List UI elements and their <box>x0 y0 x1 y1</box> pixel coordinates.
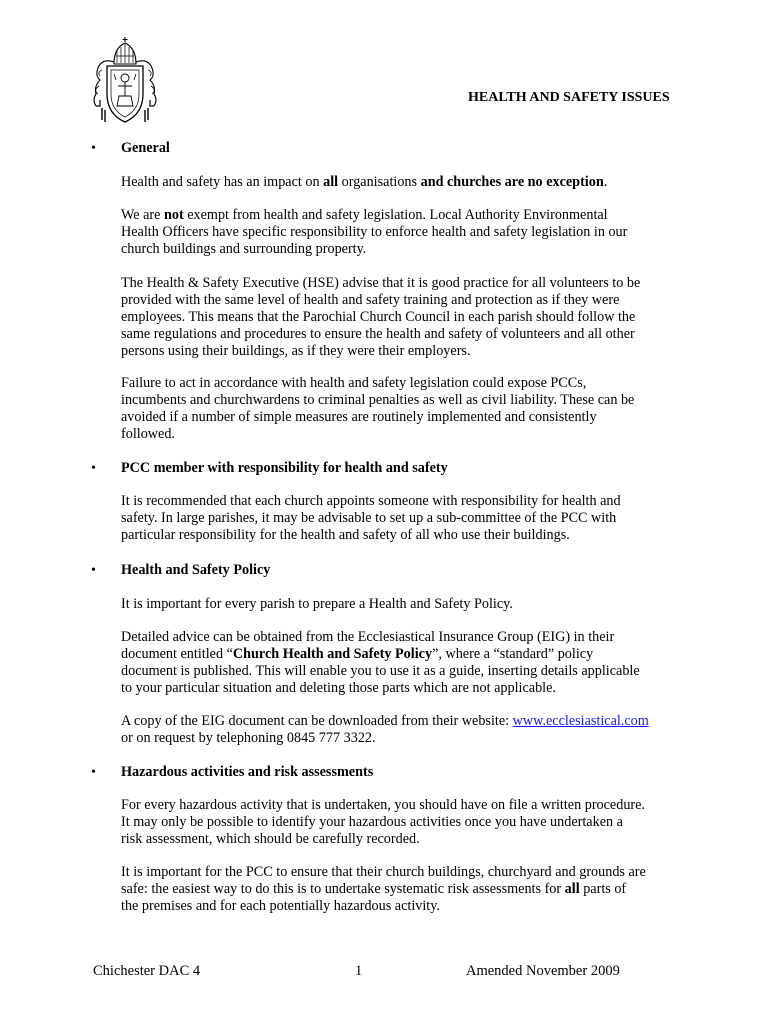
bullet-icon: • <box>91 765 96 780</box>
paragraph: A copy of the EIG document can be downloaded from their website: www.ecclesiastical.com or on request by telephoning 0845 777 3322. <box>121 713 649 746</box>
paragraph: The Health & Safety Executive (HSE) advise that it is good practice for all volunteers to be provided with the same level of health and safety training and protection as if they were employees. This means that the Parochial Church Council in each parish should follow the same regulations and procedures to ensure the health and safety of volunteers and all other persons using their buildings, as if they were their employers. <box>121 275 641 359</box>
document-title: HEALTH AND SAFETY ISSUES <box>468 90 670 105</box>
paragraph: Health and safety has an impact on all organisations and churches are no exception. <box>121 174 608 190</box>
bullet-icon: • <box>91 141 96 156</box>
footer-right: Amended November 2009 <box>466 963 620 979</box>
section-heading-pcc-member: PCC member with responsibility for health and safety <box>121 460 448 476</box>
footer-left: Chichester DAC 4 <box>93 963 201 979</box>
paragraph: It is important for the PCC to ensure that their church buildings, churchyard and grounds are safe: the easiest way to do this is to undertake systematic risk assessments for all parts of the premises and for each potentially hazardous activity. <box>121 864 646 914</box>
section-heading-hazardous: Hazardous activities and risk assessments <box>121 764 374 780</box>
paragraph: It is recommended that each church appoints someone with responsibility for health and safety. In large parishes, it may be advisable to set up a sub-committee of the PCC with particular responsibility for the health and safety of all who use their buildings. <box>121 493 621 543</box>
paragraph: Detailed advice can be obtained from the Ecclesiastical Insurance Group (EIG) in their document entitled “Church Health and Safety Policy”, where a “standard” policy document is published. This will enable you to use it as a guide, inserting details applicable to your particular situation and deleting those parts which are not applicable. <box>121 629 640 696</box>
bullet-icon: • <box>91 563 96 578</box>
diocese-crest-icon <box>88 34 162 128</box>
paragraph: It is important for every parish to prepare a Health and Safety Policy. <box>121 596 513 612</box>
page-number: 1 <box>355 963 363 979</box>
section-heading-policy: Health and Safety Policy <box>121 562 271 578</box>
paragraph: We are not exempt from health and safety legislation. Local Authority Environmental Health Officers have specific responsibility to enforce health and safety legislation in our church buildings and surrounding property. <box>121 207 628 257</box>
paragraph: For every hazardous activity that is undertaken, you should have on file a written procedure. It may only be possible to identify your hazardous activities once you have undertaken a risk assessment, which should be carefully recorded. <box>121 797 645 847</box>
paragraph: Failure to act in accordance with health and safety legislation could expose PCCs, incumbents and churchwardens to criminal penalties as well as civil liability. These can be avoided if a number of simple measures are routinely implemented and consistently followed. <box>121 375 635 442</box>
section-heading-general: General <box>121 140 170 156</box>
website-link[interactable]: www.ecclesiastical.com <box>512 713 649 729</box>
bullet-icon: • <box>91 461 96 476</box>
